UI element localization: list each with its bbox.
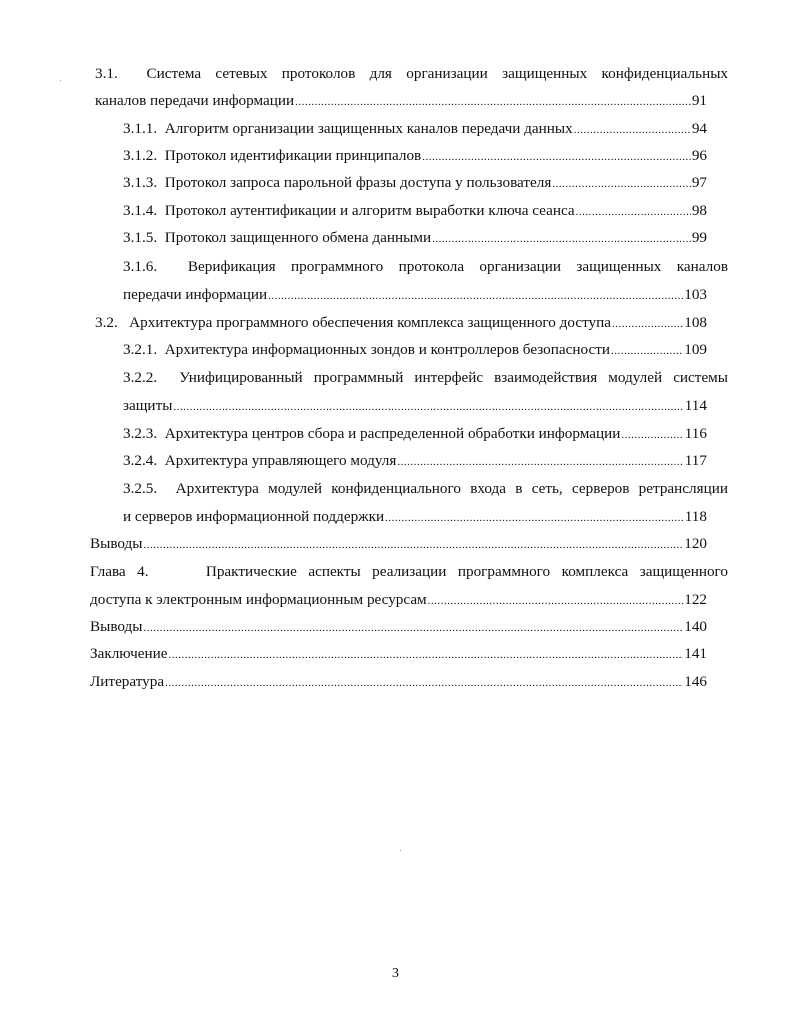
toc-page-number: 97 [691, 174, 707, 191]
toc-entry-text: Заключение [90, 645, 168, 662]
toc-page-number: 146 [684, 673, 707, 690]
toc-entry-3-1-3[interactable] [123, 171, 707, 195]
toc-entry-text: передачи информации [123, 286, 268, 303]
toc-page-number: 109 [684, 341, 707, 358]
toc-entry-text: 3.1.3. Протокол запроса парольной фразы доступа у пользователя [123, 174, 552, 191]
toc-entry-3-1-6-line1: 3.1.6. Верификация программного протокола организации защищенных каналов [123, 258, 728, 275]
toc-entry-text: каналов передачи информации [95, 92, 295, 109]
scan-speck [60, 80, 61, 81]
toc-entry-text: 3.2.3. Архитектура центров сбора и распределенной обработки информации [123, 425, 621, 442]
toc-entry-chapter-4-line1: Глава 4. Практические аспекты реализации программного комплекса защищенного [90, 563, 728, 580]
toc-page-number: 114 [684, 397, 707, 414]
dot-leader [574, 118, 691, 142]
toc-entry-3-2-3[interactable] [123, 422, 707, 446]
toc-page-number: 94 [691, 120, 707, 137]
toc-page-number: 140 [684, 618, 707, 635]
dot-leader [165, 671, 683, 695]
toc-entry-text: 3.1.2. Протокол идентификации принципалов [123, 147, 422, 164]
toc-entry-conclusions-ch4[interactable] [90, 615, 707, 639]
toc-entry-chapter-4-line2[interactable] [90, 588, 707, 612]
dot-leader [144, 616, 684, 640]
dot-leader [576, 200, 691, 224]
dot-leader [428, 589, 684, 613]
toc-page-number: 99 [691, 229, 707, 246]
dot-leader [621, 423, 683, 447]
toc-entry-text: 3.1.4. Протокол аутентификации и алгоритм выработки ключа сеанса [123, 202, 575, 219]
toc-page-number: 117 [684, 452, 707, 469]
toc-entry-text: и серверов информационной поддержки [123, 508, 385, 525]
toc-page-number: 116 [684, 425, 707, 442]
toc-page-number: 98 [691, 202, 707, 219]
dot-leader [385, 506, 684, 530]
dot-leader [422, 145, 691, 169]
toc-entry-3-2-4[interactable] [123, 449, 707, 473]
toc-page-number: 120 [684, 535, 707, 552]
toc-entry-3-1-6-line2[interactable] [123, 283, 707, 307]
toc-entry-3-1-line2[interactable] [95, 89, 707, 113]
toc-entry-3-1-5[interactable] [123, 226, 707, 250]
scan-speck [400, 850, 401, 851]
dot-leader [552, 172, 690, 196]
toc-entry-3-2-5-line1: 3.2.5. Архитектура модулей конфиденциального входа в сеть, серверов ретрансляции [123, 480, 728, 497]
toc-entry-3-1-4[interactable] [123, 199, 707, 223]
toc-entry-3-1-2[interactable] [123, 144, 707, 168]
toc-entry-3-2-1[interactable] [123, 338, 707, 362]
toc-entry-text: 3.2. Архитектура программного обеспечения комплекса защищенного доступа [95, 314, 611, 331]
dot-leader [612, 312, 683, 336]
dot-leader [173, 395, 683, 419]
toc-page-number: 141 [684, 645, 707, 662]
toc-entry-text: 3.2.1. Архитектура информационных зондов и контроллеров безопасности [123, 341, 610, 358]
toc-entry-3-2[interactable] [95, 311, 707, 335]
toc-entry-conclusion[interactable] [90, 642, 707, 666]
toc-entry-conclusions-ch3[interactable] [90, 532, 707, 556]
toc-entry-literature[interactable] [90, 670, 707, 694]
dot-leader [432, 227, 691, 251]
toc-entry-text: 3.1.5. Протокол защищенного обмена данными [123, 229, 432, 246]
toc-entry-3-2-2-line2[interactable] [123, 394, 707, 418]
toc-entry-3-2-2-line1: 3.2.2. Унифицированный программный интерфейс взаимодействия модулей системы [123, 369, 728, 386]
toc-page-number: 91 [691, 92, 707, 109]
toc-entry-3-1-1[interactable] [123, 117, 707, 141]
page-number: 3 [392, 966, 399, 981]
toc-page-number: 108 [684, 314, 707, 331]
toc-entry-3-1-line1: 3.1. Система сетевых протоколов для организации защищенных конфиденциальных [95, 65, 728, 82]
toc-entry-text: доступа к электронным информационным ресурсам [90, 591, 427, 608]
toc-page-number: 103 [684, 286, 707, 303]
toc-entry-text: Литература [90, 673, 165, 690]
toc-entry-text: Выводы [90, 535, 143, 552]
toc-entry-text: Выводы [90, 618, 143, 635]
toc-page-number: 96 [691, 147, 707, 164]
toc-page-number: 118 [684, 508, 707, 525]
dot-leader [168, 643, 683, 667]
toc-entry-text: 3.1.1. Алгоритм организации защищенных каналов передачи данных [123, 120, 573, 137]
toc-entry-3-2-5-line2[interactable] [123, 505, 707, 529]
dot-leader [397, 450, 683, 474]
toc-page-number: 122 [684, 591, 707, 608]
toc-entry-text: 3.2.4. Архитектура управляющего модуля [123, 452, 397, 469]
dot-leader [268, 284, 683, 308]
dot-leader [144, 533, 684, 557]
dot-leader [611, 339, 683, 363]
toc-entry-text: защиты [123, 397, 173, 414]
dot-leader [295, 90, 691, 114]
